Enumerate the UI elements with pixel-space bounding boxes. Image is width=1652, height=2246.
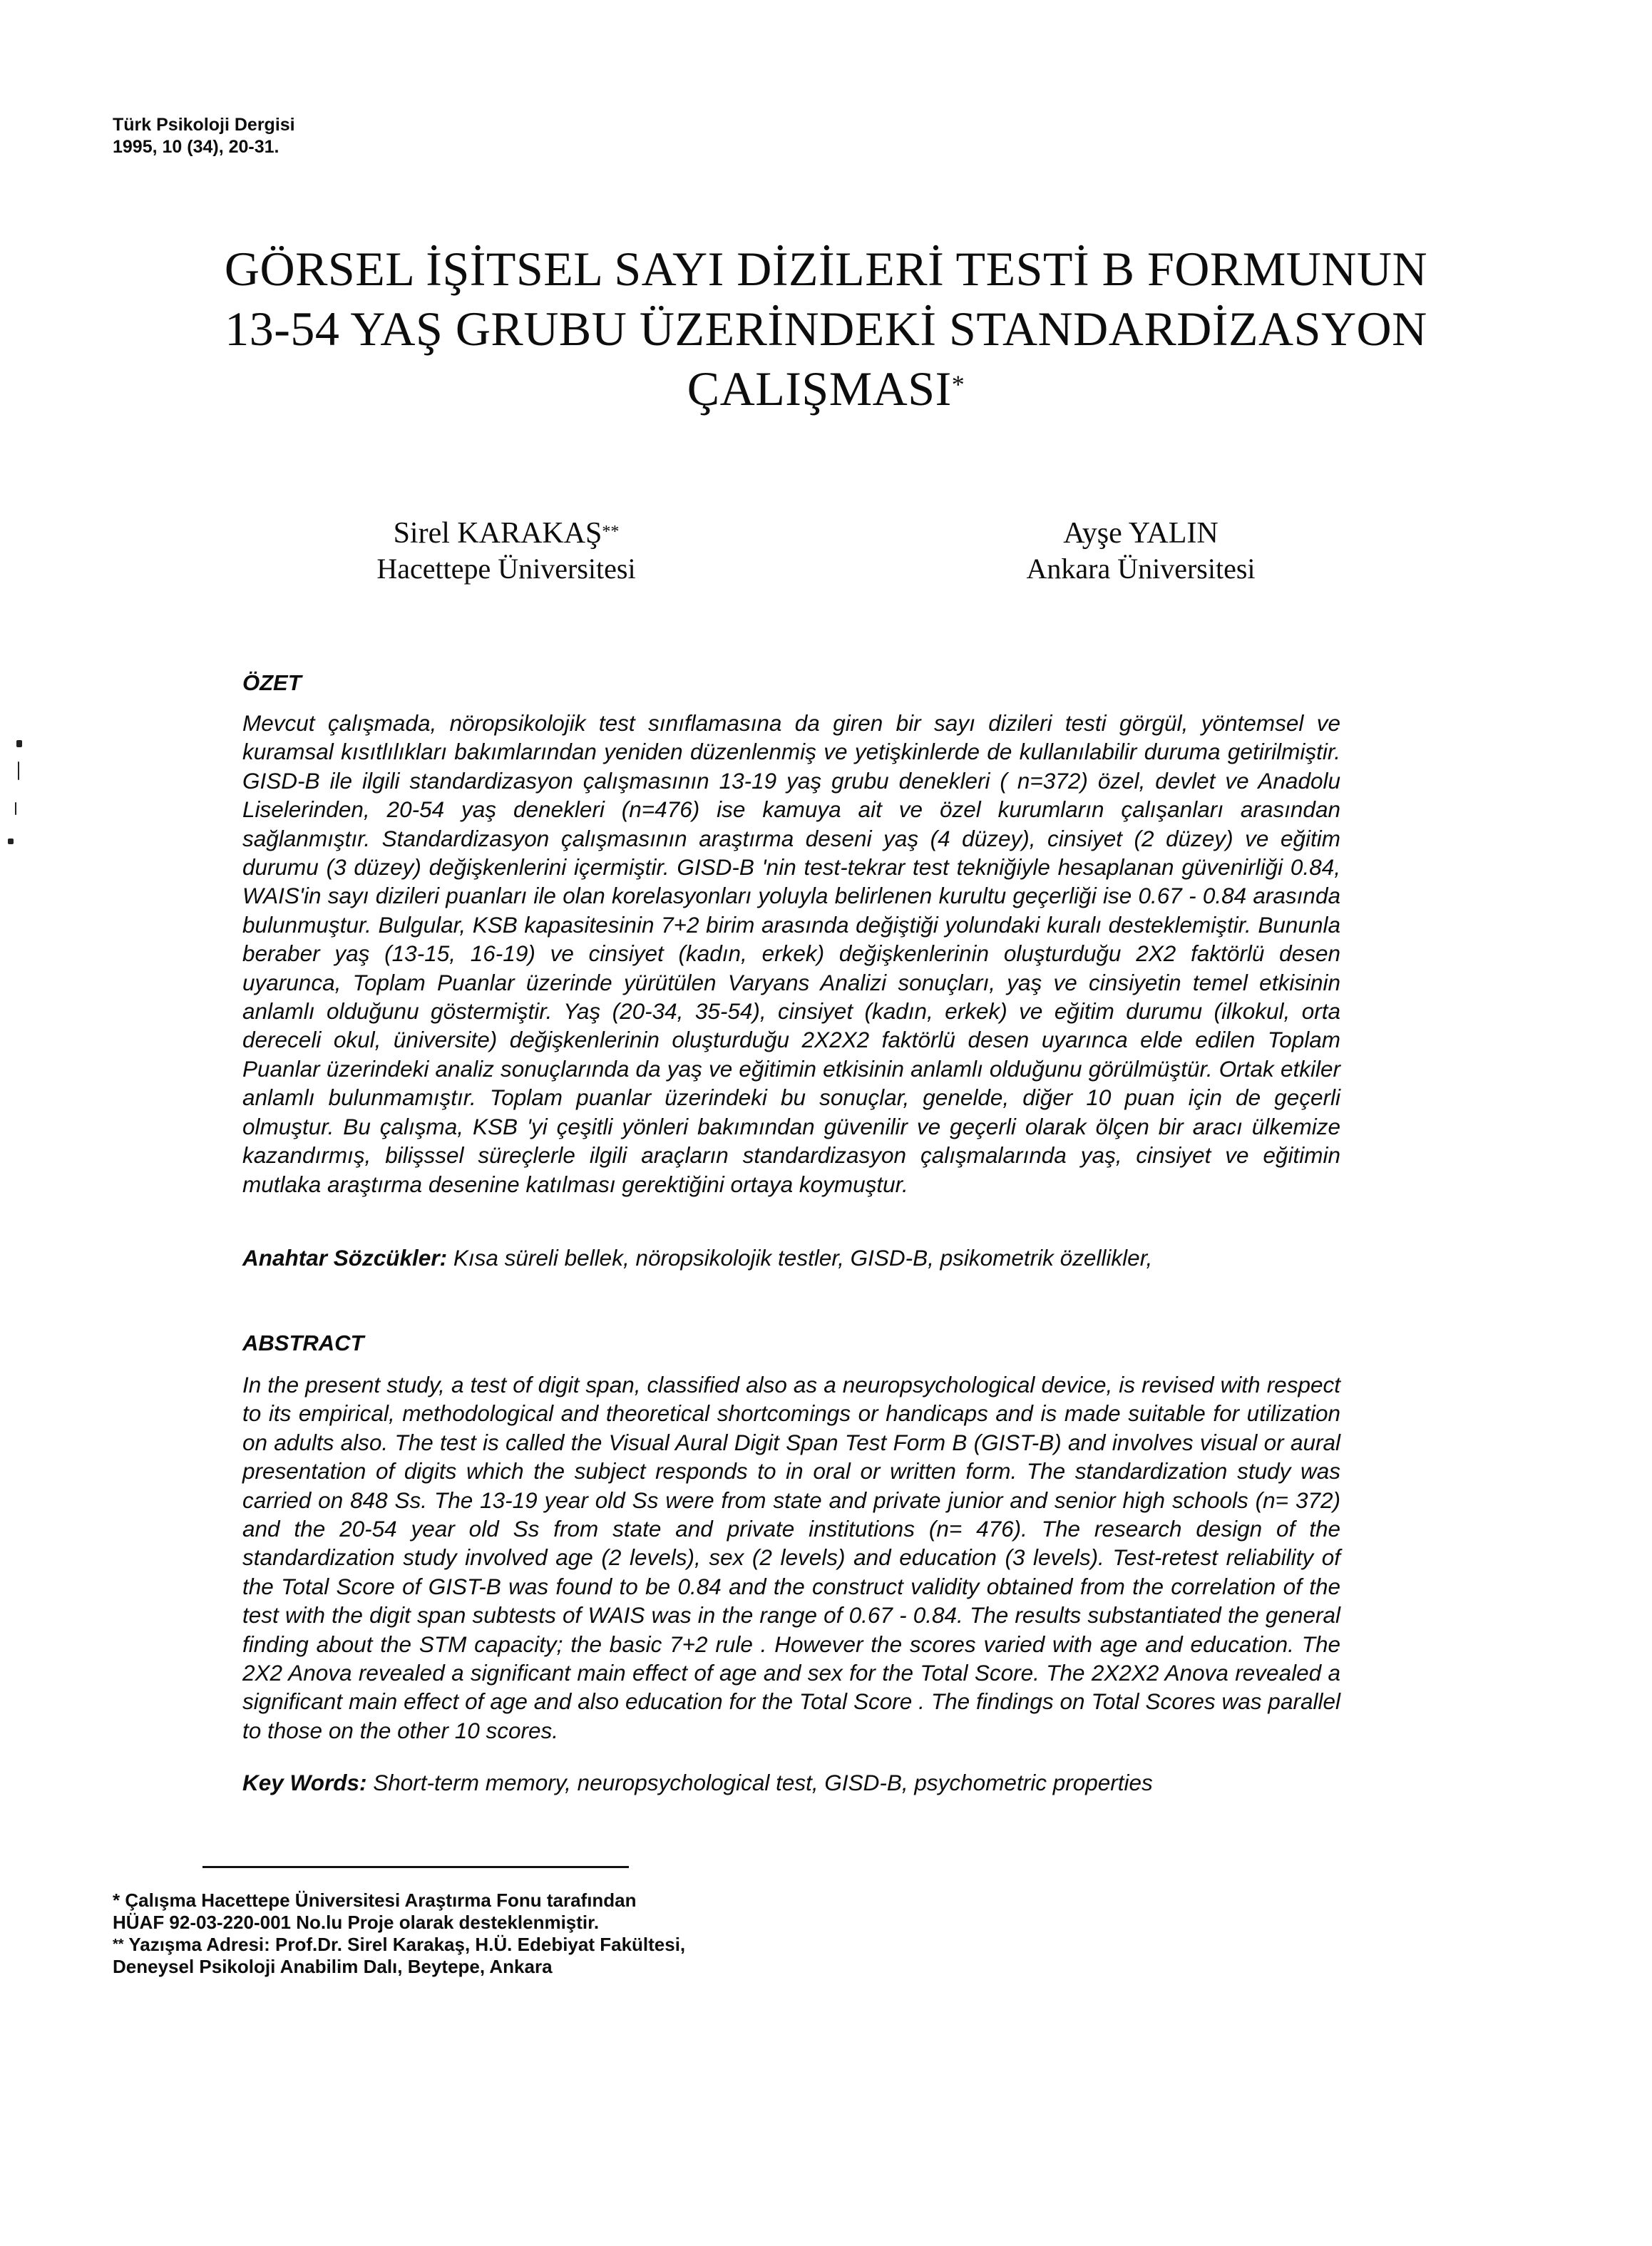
footnote-2-marker: **	[113, 1937, 124, 1952]
ozet-heading: ÖZET	[242, 670, 302, 695]
title-line-1: GÖRSEL İŞİTSEL SAYI DİZİLERİ TESTİ B FORMUNUN	[224, 242, 1428, 296]
title-line-3	[86, 359, 1566, 419]
abstract-heading: ABSTRACT	[242, 1330, 364, 1355]
article-title	[86, 239, 1566, 419]
footnote-2-line-2: Deneysel Psikoloji Anabilim Dalı, Beytepe, Ankara	[113, 1956, 553, 1977]
ozet-text: Mevcut çalışmada, nöropsikolojik test sınıflamasına da giren bir sayı dizileri testi görgül, yöntemsel ve kuramsal kısıtlılıkları bakımlarından yeniden düzenlenmiş ve yetişkinlerde de kullanılabilir duruma getirilmiştir. GISD-B ile ilgili standardizasyon çalışmasının 13-19 yaş grubu denekleri ( n=372) özel, devlet ve Anadolu Liselerinden, 20-54 yaş denekleri (n=476) ise kamuya ait ve özel kurumların çalışanları arasından sağlanmıştır. Standardizasyon çalışmasının araştırma deseni yaş (4 düzey), cinsiyet (2 düzey) ve eğitim durumu (3 düzey) değişkenlerini içermiştir. GISD-B 'nin test-tekrar test tekniğiyle hesaplanan güvenirliği 0.84, WAIS'in sayı dizileri puanları ile olan korelasyonları yoluyla belirlenen kurultu geçerliği ise 0.67 - 0.84 arasında bulunmuştur. Bulgular, KSB kapasitesinin 7+2 birim arasında değiştiği yolundaki kuralı desteklemiştir. Bununla beraber yaş (13-15, 16-19) ve cinsiyet (kadın, erkek) değişkenlerinin oluşturduğu 2X2 faktörlü desen uyarunca, Toplam Puanlar üzerinde yürütülen Varyans Analizi sonuçları, yaş ve cinsiyetin temel etkisinin anlamlı olduğunu göstermiştir. Yaş (20-34, 35-54), cinsiyet (kadın, erkek) ve eğitim durumu (ilkokul, orta dereceli okul, üniversite) değişkenlerinin oluşturduğu 2X2X2 faktörlü desen uyarınca elde edilen Toplam Puanlar üzerindeki analiz sonuçlarında da yaş ve eğitimin etkisinin anlamlı olduğunu görülmüştür. Ortak etkiler anlamlı bulunmamıştır. Toplam puanlar üzerindeki bu sonuçlar, genelde, diğer 10 puan için de geçerli olmuştur. Bu çalışma, KSB 'yi çeşitli yönleri bakımından güvenilir ve geçerli olarak ölçen bir aracı ülkemize kazandırmış, bilişssel süreçlerle ilgili araçların standardizasyon çalışmalarında yaş, cinsiyet ve eğitimin mutlaka araştırma desenine katılması gerektiğini ortaya koymuştur.	[242, 710, 1340, 1197]
author-block	[335, 515, 677, 586]
author-footnote-marker: **	[602, 523, 620, 541]
footnote-2-line-1	[113, 1934, 685, 1956]
author-name: Ayşe YALIN	[1063, 517, 1219, 550]
abstract-text: In the present study, a test of digit span, classified also as a neuropsychological device, is revised with respect to its empirical, methodological and theoretical shortcomings or handicaps and is made suitable for utilization on adults also. The test is called the Visual Aural Digit Span Test Form B (GIST-B) and involves visual or aural presentation of digits which the subject responds to in oral or written form. The standardization study was carried on 848 Ss. The 13-19 year old Ss were from state and private junior and senior high schools (n= 372) and the 20-54 year old Ss from state and private institutions (n= 476). The research design of the standardization study involved age (2 levels), sex (2 levels) and education (3 levels). Test-retest reliability of the Total Score of GIST-B was found to be 0.84 and the construct validity obtained from the correlation of the test with the digit span subtests of WAIS was in the range of 0.67 - 0.84. The results substantiated the general finding about the STM capacity; the basic 7+2 rule . However the scores varied with age and education. The 2X2 Anova revealed a significant main effect of age and sex for the Total Score. The 2X2X2 Anova revealed a significant main effect of age and also education for the Total Score . The findings on Total Scores was parallel to those on the other 10 scores.	[242, 1372, 1340, 1743]
footnote-1-line-1	[113, 1889, 685, 1912]
scan-speck	[16, 740, 22, 747]
footnote-1-marker: *	[113, 1889, 120, 1911]
scan-speck	[18, 762, 19, 780]
turkish-keywords-label: Anahtar Sözcükler:	[242, 1245, 448, 1271]
author-name-text: Sirel KARAKAŞ	[393, 517, 602, 550]
title-line-3-text: ÇALIŞMASI	[687, 361, 952, 416]
title-line-2: 13-54 YAŞ GRUBU ÜZERİNDEKİ STANDARDİZASYON	[225, 302, 1427, 356]
footnote-1-line-1-text: Çalışma Hacettepe Üniversitesi Araştırma Fonu tarafından	[125, 1889, 637, 1911]
title-footnote-marker: *	[951, 370, 965, 399]
author-affiliation: Ankara Üniversitesi	[1026, 553, 1256, 585]
english-keywords-label: Key Words:	[242, 1770, 367, 1795]
author-block	[927, 515, 1355, 586]
author-name	[335, 515, 677, 552]
footnote-divider	[202, 1866, 629, 1868]
journal-name: Türk Psikoloji Dergisi	[113, 115, 295, 135]
turkish-keywords	[242, 1245, 1383, 1271]
english-keywords-text: Short-term memory, neuropsychological test, GISD-B, psychometric properties	[373, 1770, 1153, 1795]
footnotes	[113, 1889, 685, 1978]
footnote-2-label: Yazışma Adresi:	[128, 1934, 270, 1955]
scan-speck	[15, 802, 16, 815]
journal-citation: 1995, 10 (34), 20-31.	[113, 137, 279, 157]
english-keywords	[242, 1770, 1383, 1796]
author-affiliation: Hacettepe Üniversitesi	[376, 553, 636, 585]
turkish-keywords-text: Kısa süreli bellek, nöropsikolojik testler, GISD-B, psikometrik özellikler,	[453, 1245, 1153, 1271]
footnote-2-line-1-text: Prof.Dr. Sirel Karakaş, H.Ü. Edebiyat Fakültesi,	[275, 1934, 686, 1955]
journal-header	[113, 114, 295, 158]
footnote-1-line-2: HÜAF 92-03-220-001 No.lu Proje olarak desteklenmiştir.	[113, 1912, 600, 1933]
scan-speck	[8, 839, 14, 844]
